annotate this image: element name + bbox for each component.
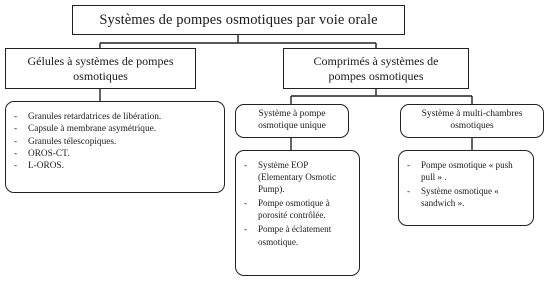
multi-chamber-box <box>400 104 544 138</box>
list-item <box>10 160 218 172</box>
list-item-text: OROS-CT. <box>28 148 70 159</box>
left-branch-list-box <box>5 101 225 193</box>
single-pump-box <box>235 104 349 138</box>
bullet-dash: - <box>407 186 411 197</box>
root-box <box>72 5 405 35</box>
list-item-text: Système EOP (Elementary Osmotic Pump). <box>258 160 337 195</box>
multi-chamber-list <box>403 159 525 209</box>
list-item <box>10 136 218 148</box>
bullet-dash: - <box>14 136 18 147</box>
list-item <box>10 111 218 123</box>
list-item <box>240 197 351 221</box>
list-item-text: Pompe osmotique « push pull » . <box>421 160 513 183</box>
single-pump-list-box <box>235 150 360 276</box>
multi-chamber-title: Système à multi-chambres osmotiques <box>421 109 523 131</box>
list-item-text: L-OROS. <box>28 161 64 172</box>
right-branch-title: Comprimés à systèmes de pompes osmotiques <box>313 53 439 83</box>
list-item-text: Pompe osmotique à porosité contrôlée. <box>258 198 330 221</box>
bullet-dash: - <box>244 198 248 209</box>
list-item <box>10 148 218 160</box>
list-item <box>240 223 351 247</box>
right-branch-box <box>283 48 469 89</box>
list-item <box>10 123 218 135</box>
left-branch-list <box>10 111 218 172</box>
left-branch-box <box>5 48 196 89</box>
list-item <box>240 159 351 195</box>
bullet-dash: - <box>14 161 18 172</box>
multi-chamber-list-box <box>398 150 534 226</box>
bullet-dash: - <box>407 160 411 170</box>
root-title: Systèmes de pompes osmotiques par voie orale <box>99 11 378 28</box>
bullet-dash: - <box>244 224 248 235</box>
single-pump-title: Système à pompe osmotique unique <box>258 109 326 131</box>
list-item <box>403 159 525 183</box>
bullet-dash: - <box>14 112 18 122</box>
left-branch-title: Gélules à systèmes de pompes osmotiques <box>27 53 174 83</box>
bullet-dash: - <box>14 124 18 135</box>
list-item <box>403 185 525 209</box>
list-item-text: Système osmotique « sandwich ». <box>421 186 499 209</box>
list-item-text: Capsule à membrane asymétrique. <box>28 124 157 135</box>
list-item-text: Granules télescopiques. <box>28 136 117 147</box>
single-pump-list <box>240 159 351 248</box>
list-item-text: Pompe à éclatement osmotique. <box>258 224 332 247</box>
bullet-dash: - <box>14 148 18 159</box>
list-item-text: Granules retardatrices de libération. <box>28 112 162 122</box>
bullet-dash: - <box>244 160 248 170</box>
